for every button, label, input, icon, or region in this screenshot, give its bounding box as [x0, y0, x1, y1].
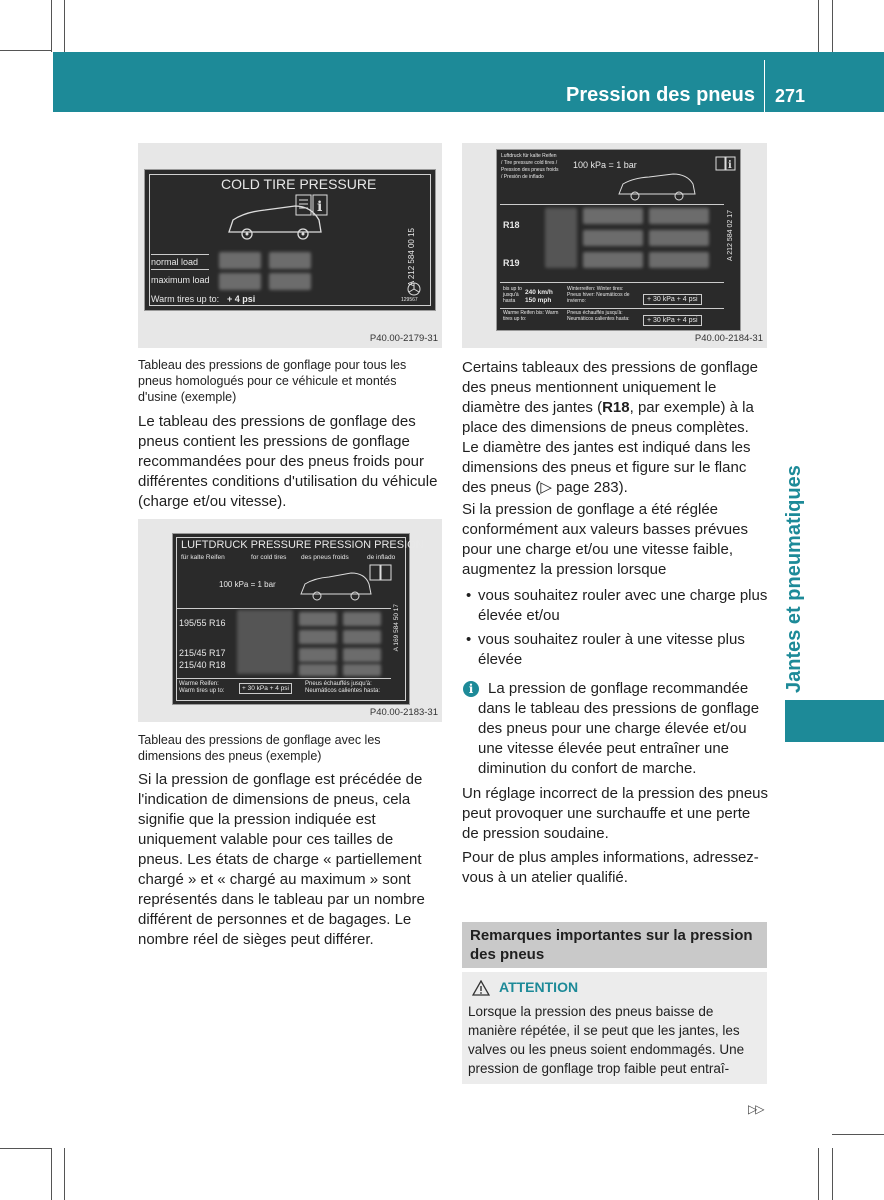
info-note: La pression de gonflage recommandée dans le tableau des pressions de gonflage des pneus pour une charge élevée et/ou une vitesse élevée peut entraîner une diminution du confort de marche. — [478, 680, 760, 777]
crop-mark — [51, 1148, 52, 1200]
bis-label: bis up to jusqu'à hasta — [503, 286, 522, 304]
crop-mark — [832, 1148, 833, 1200]
blurred-value — [269, 252, 311, 269]
page-number: 271 — [775, 86, 806, 106]
figure-tire-pressure-sizes — [138, 519, 442, 722]
list-item: vous souhaitez rouler avec une charge plus élevée et/ou — [478, 587, 768, 624]
winter-tires-label: Winterreifen: Winter tires: Pneus hiver: Neumáticos de invierno: — [567, 286, 630, 304]
label-heading: LUFTDRUCK PRESSURE PRESSION PRESIÓN — [181, 539, 424, 551]
occupancy-icons — [237, 610, 293, 674]
continue-arrow-icon: ▷▷ — [748, 1102, 763, 1116]
paragraph: Pour de plus amples informations, adressez-vous à un atelier qualifié. — [462, 849, 759, 886]
warm-tires-fr: Pneus échauffés jusqu'à: Neumáticos calientes hasta: — [567, 310, 630, 322]
blurred-value — [299, 630, 337, 644]
sub-heading-de: für kalte Reifen — [181, 554, 225, 561]
mercedes-star-icon — [407, 282, 421, 296]
tire-label-image — [144, 169, 436, 311]
figure-reference: P40.00-2179-31 — [369, 333, 438, 344]
figure-cold-tire-pressure — [138, 143, 442, 348]
crop-mark — [51, 0, 52, 52]
blurred-value — [343, 664, 381, 676]
figure-caption: Tableau des pressions de gonflage pour tous les pneus homologués pour ce véhicule et montés d'usine (exemple) — [138, 358, 407, 404]
crop-mark — [0, 1148, 52, 1149]
crop-mark — [64, 0, 65, 52]
warm-tires-label: Warme Reifen bis: Warm tires up to: — [503, 310, 559, 322]
warning-triangle-icon — [472, 980, 490, 996]
rim-code: R18 — [602, 399, 630, 416]
paragraph: Le tableau des pressions de gonflage des pneus contient les pressions de gonflage recommandées pour des pneus froids pour différentes conditions d'utilisation du véhicule (charge et/ou vitesse). — [138, 413, 438, 510]
part-number: A 212 584 02 17 — [727, 210, 734, 261]
paragraph: Si la pression de gonflage est précédée de l'indication de dimensions de pneus, cela signifie que la pression indiquée est uniquement valable pour ces tailles de pneus. Les états de charge « partiellement chargé » et « chargé au maximum » sont représentés dans le tableau par un nombre différent de personnes et de bagages. Le nombre réel de sièges peut différer. — [138, 771, 425, 948]
tire-size-1: 195/55 R16 — [179, 618, 226, 628]
svg-text:i: i — [317, 199, 323, 215]
figure-reference: P40.00-2184-31 — [694, 333, 763, 344]
blurred-value — [583, 230, 643, 246]
section-heading-text: Remarques importantes sur la pression des pneus — [470, 927, 753, 963]
warm-tires-label: Warm tires up to: — [151, 294, 220, 304]
paragraph: Certains tableaux des pressions de gonflage des pneus mentionnent uniquement le diamètre des jantes (R18, par exemple) à la place des dimensions de pneus complètes. Le diamètre des jantes est indiqué dans les dimensions des pneus et figure sur le flanc des pneus (▷ page 283). — [462, 359, 759, 496]
header-bar — [53, 52, 884, 112]
warm-tires-label: Warme Reifen: Warm tires up to: — [179, 681, 225, 694]
winter-tires-value: + 30 kPa + 4 psi — [643, 294, 702, 305]
manual-info-icon — [715, 156, 737, 172]
figure-reference: P40.00-2183-31 — [369, 707, 438, 718]
tire-size-2: 215/45 R17 — [179, 648, 226, 658]
car-icon — [299, 568, 379, 602]
warm-tires-value: + 4 psi — [227, 294, 256, 304]
crop-mark — [64, 1148, 65, 1200]
blurred-value — [343, 612, 381, 626]
blurred-value — [649, 208, 709, 224]
warning-text: Lorsque la pression des pneus baisse de manière répétée, il se peut que les jantes, les valves ou les pneus soient endommagés. Une pression de gonflage trop faible peut entraî- — [468, 1004, 745, 1076]
figure-tire-pressure-rim — [462, 143, 767, 348]
figure-caption: Tableau des pressions de gonflage avec les dimensions des pneus (exemple) — [138, 733, 381, 763]
section-heading — [462, 922, 767, 968]
warm-tires-value: + 30 kPa + 4 psi — [239, 683, 292, 694]
bullet-dot: • — [466, 587, 472, 604]
label-heading: Luftdruck für kalte Reifen / Tire pressure cold tires / Pression des pneus froids / Presión de inflado — [501, 153, 559, 180]
warning-title: ATTENTION — [499, 979, 579, 995]
svg-text:i: i — [728, 160, 732, 171]
section-side-label: Jantes et pneumatiques — [783, 465, 805, 693]
manual-icon — [369, 564, 393, 582]
blurred-value — [343, 630, 381, 644]
unit-text: 100 kPa = 1 bar — [573, 160, 637, 170]
sub-heading-fr: des pneus froids — [301, 554, 349, 561]
sub-heading-es: de inflado — [367, 554, 396, 561]
warm-tires-fr: Pneus échauffés jusqu'à: Neumáticos calientes hasta: — [305, 681, 381, 694]
crop-mark — [818, 0, 819, 52]
row-normal-load: normal load — [151, 254, 209, 270]
blurred-value — [649, 230, 709, 246]
rim-r18: R18 — [503, 220, 520, 230]
tire-label-image — [496, 149, 741, 331]
paragraph: Si la pression de gonflage a été réglée conformément aux valeurs basses prévues pour une charge et/ou une vitesse faible, augmentez la pression lorsque — [462, 501, 748, 578]
blurred-value — [269, 273, 311, 290]
page-title: Pression des pneus — [566, 84, 755, 106]
rim-r19: R19 — [503, 258, 520, 268]
crop-mark — [832, 1134, 884, 1135]
blurred-value — [299, 612, 337, 626]
tire-label-image — [172, 533, 424, 705]
part-number: A 212 584 00 15 — [407, 228, 416, 287]
list-item: vous souhaitez rouler à une vitesse plus élevée — [478, 631, 745, 668]
blurred-value — [299, 648, 337, 662]
blurred-value — [583, 208, 643, 224]
section-tab-marker — [785, 700, 884, 742]
tire-size-3: 215/40 R18 — [179, 660, 226, 670]
car-icon — [615, 170, 705, 202]
warm-tires-value: + 30 kPa + 4 psi — [643, 315, 702, 326]
blurred-value — [649, 252, 709, 268]
unit-text: 100 kPa = 1 bar — [219, 580, 276, 589]
bullet-dot: • — [466, 631, 472, 648]
label-heading: COLD TIRE PRESSURE — [221, 176, 377, 192]
blurred-value — [219, 273, 261, 290]
sub-heading-en: for cold tires — [251, 554, 287, 561]
crop-mark — [832, 0, 833, 52]
speed-value: 240 km/h 150 mph — [525, 289, 553, 304]
occupancy-icons — [545, 208, 577, 268]
info-icon: i — [463, 681, 479, 697]
blurred-value — [343, 648, 381, 662]
warning-box — [462, 972, 767, 1084]
paragraph: Un réglage incorrect de la pression des pneus peut provoquer une surchauffe et une perte de pression soudaine. — [462, 785, 769, 842]
crop-mark — [818, 1148, 819, 1200]
row-maximum-load: maximum load — [151, 275, 210, 285]
header-separator — [764, 60, 765, 112]
crop-mark — [0, 50, 52, 51]
manual-info-icon — [295, 194, 329, 218]
small-code: 129567 — [401, 297, 418, 303]
blurred-value — [299, 664, 337, 676]
blurred-value — [583, 252, 643, 268]
blurred-value — [219, 252, 261, 269]
part-number: A 169 584 50 17 — [393, 604, 400, 652]
